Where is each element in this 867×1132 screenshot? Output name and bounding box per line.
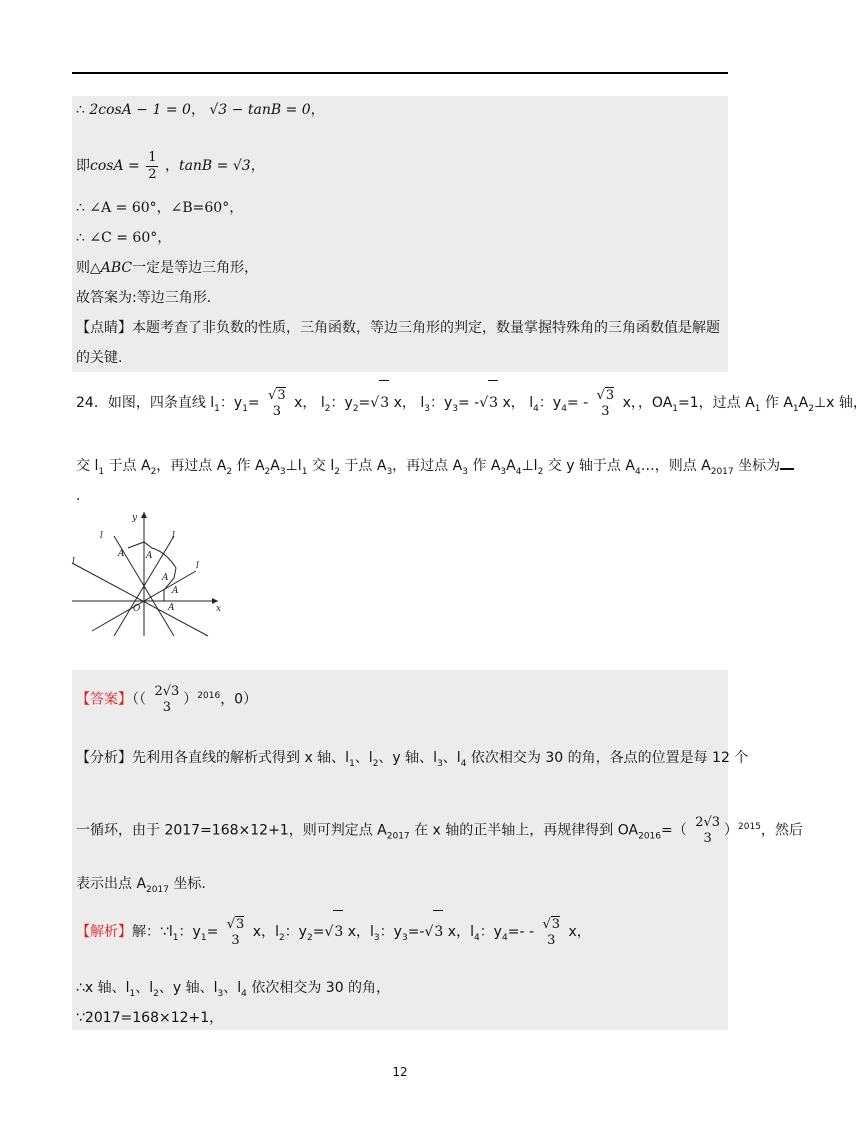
comment-line-2: 的关键. <box>76 350 123 366</box>
line-l3-label: l <box>100 531 103 541</box>
question-24-line-2: 交 $l_1$ 于点 $A_2$，再过点 $A_2$ 作 $A_2A_3\perp l_1$ 交 $l_2$ 于点 $A_3$，再过点 $A_3$ 作 $A_3A_4\perp l_2$ 交 y 轴于点 $A_4\dots$，则点 $A_{2017}$ 坐标为 <box>76 456 794 482</box>
origin-label: O <box>133 604 141 614</box>
prev-line-5: 则△ABC一定是等边三角形， <box>76 260 259 276</box>
answer-tag: 【答案】 <box>76 691 132 708</box>
point-A4-label: A <box>146 551 153 561</box>
line-l1-label: l <box>196 561 199 571</box>
prev-line-2: 即cosA = $\frac{1}{2}$ ，tanB = √3， <box>76 149 265 182</box>
answer-blank <box>780 456 794 470</box>
question-24-period: . <box>76 488 81 504</box>
analysis-line-3: 表示出点 $A_{2017}$ 坐标. <box>76 876 206 895</box>
comment-line-1: 【点睛】本题考查了非负数的性质，三角函数，等边三角形的判定，数量掌握特殊角的三角函数值是解题 <box>76 320 720 336</box>
prev-line-4: ∴ ∠C = 60°， <box>76 230 172 246</box>
solution-tag: 【解析】 <box>76 924 132 940</box>
figure-diagram <box>68 508 228 638</box>
point-A1-label: A <box>168 603 175 613</box>
question-24-line-1: 24．如图，四条直线 $l_1$：$y_1=$ √3 3 x， $l_2$：$y_2=√3$ x， $l_3$：$y_3= -√3$ x， $l_4$：$y_4=$ - √3 3 x，，$OA_1=1$，过点 $A_1$ 作 $A_1A_2\perp x$ 轴， <box>76 380 867 431</box>
solution-line-3: ∵2017=168×12+1， <box>76 1010 224 1026</box>
prev-line-6: 故答案为:等边三角形. <box>76 290 212 306</box>
solution-line-2: ∴x 轴、$l_1$、$l_2$、y 轴、$l_3$、$l_4$ 依次相交为 30 的角， <box>76 980 391 999</box>
analysis-line-2: 一循环，由于 2017=168×12+1，则可判定点 $A_{2017}$ 在 x 轴的正半轴上，再规律得到 $OA_{2016}=$（ 2√3 3 ）$^{2015}$，然后 <box>76 814 803 846</box>
page-number: 12 <box>392 1065 408 1079</box>
line-l4-label: l <box>72 557 75 567</box>
axis-y-label: y <box>132 513 138 523</box>
analysis-line-1: 【分析】先利用各直线的解析式得到 x 轴、$l_1$、$l_2$、y 轴、$l_3$、$l_4$ 依次相交为 30 的角，各点的位置是每 12 个 <box>76 750 749 769</box>
point-A5-label: A <box>118 549 125 559</box>
point-A2-label: A <box>172 586 179 596</box>
header-rule <box>72 72 728 74</box>
prev-line-1: ∴ 2cosA − 1 = 0， √3 − tanB = 0， <box>76 102 325 118</box>
prev-line-3: ∴ ∠A = 60°，∠B=60°， <box>76 200 244 216</box>
axis-x-label: x <box>216 604 222 614</box>
point-A3-label: A <box>162 573 169 583</box>
line-l2-label: l <box>172 531 175 541</box>
answer-line: 【答案】（（ 2√3 3 ）$^{2016}$，0） <box>76 683 258 715</box>
solution-line-1: 【解析】解：$\because l_1$：$y_1=$ √3 3 x，$l_2$：$y_2=√3$ x，$l_3$：$y_3=-√3$ x，$l_4$：$y_4=-$ - √3 3 x， <box>76 910 591 959</box>
